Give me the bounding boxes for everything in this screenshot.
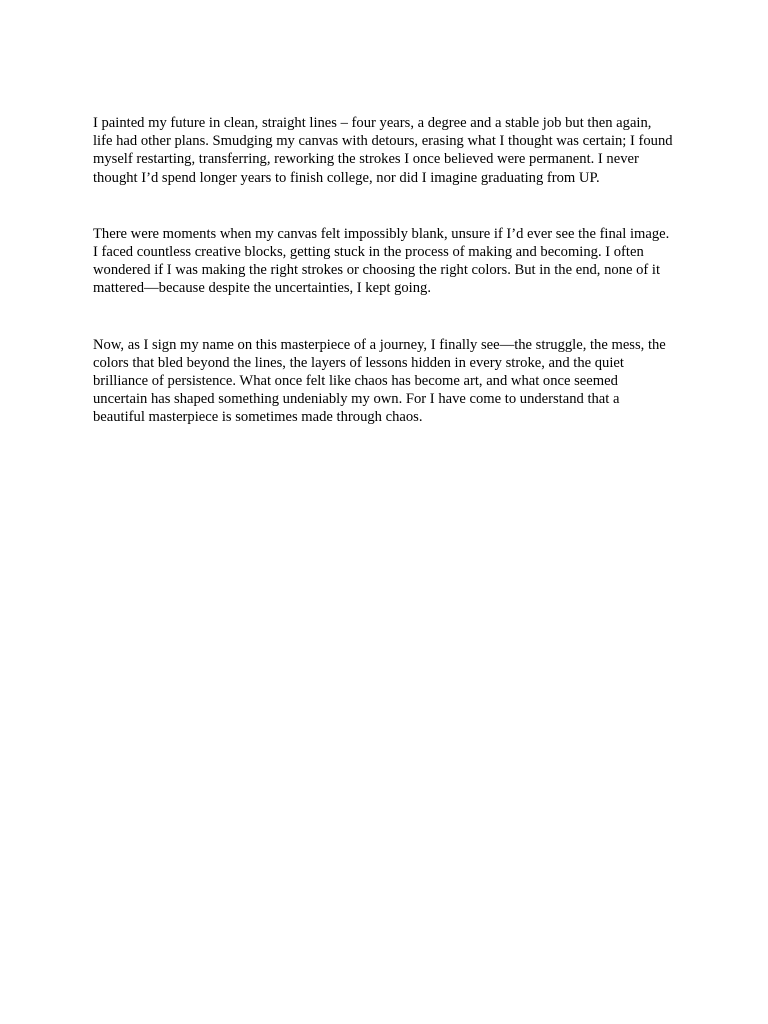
paragraph-2: There were moments when my canvas felt impossibly blank, unsure if I’d ever see the final image. I faced countless creative blocks, getting stuck in the process of making and becoming. I often wondered if I was making the right strokes or choosing the right colors. But in the end, none of it mattered—because despite the uncertainties, I kept going.	[93, 225, 670, 297]
document-body	[93, 114, 673, 427]
paragraph-3: Now, as I sign my name on this masterpiece of a journey, I finally see—the struggle, the mess, the colors that bled beyond the lines, the layers of lessons hidden in every stroke, and the quiet brilliance of persistence. What once felt like chaos has become art, and what once seemed uncertain has shaped something undeniably my own. For I have come to understand that a beautiful masterpiece is sometimes made through chaos.	[93, 336, 666, 426]
paragraph-1: I painted my future in clean, straight lines – four years, a degree and a stable job but then again, life had other plans. Smudging my canvas with detours, erasing what I thought was certain; I found myself restarting, transferring, reworking the strokes I once believed were permanent. I never thought I’d spend longer years to finish college, nor did I imagine graduating from UP.	[93, 115, 673, 186]
